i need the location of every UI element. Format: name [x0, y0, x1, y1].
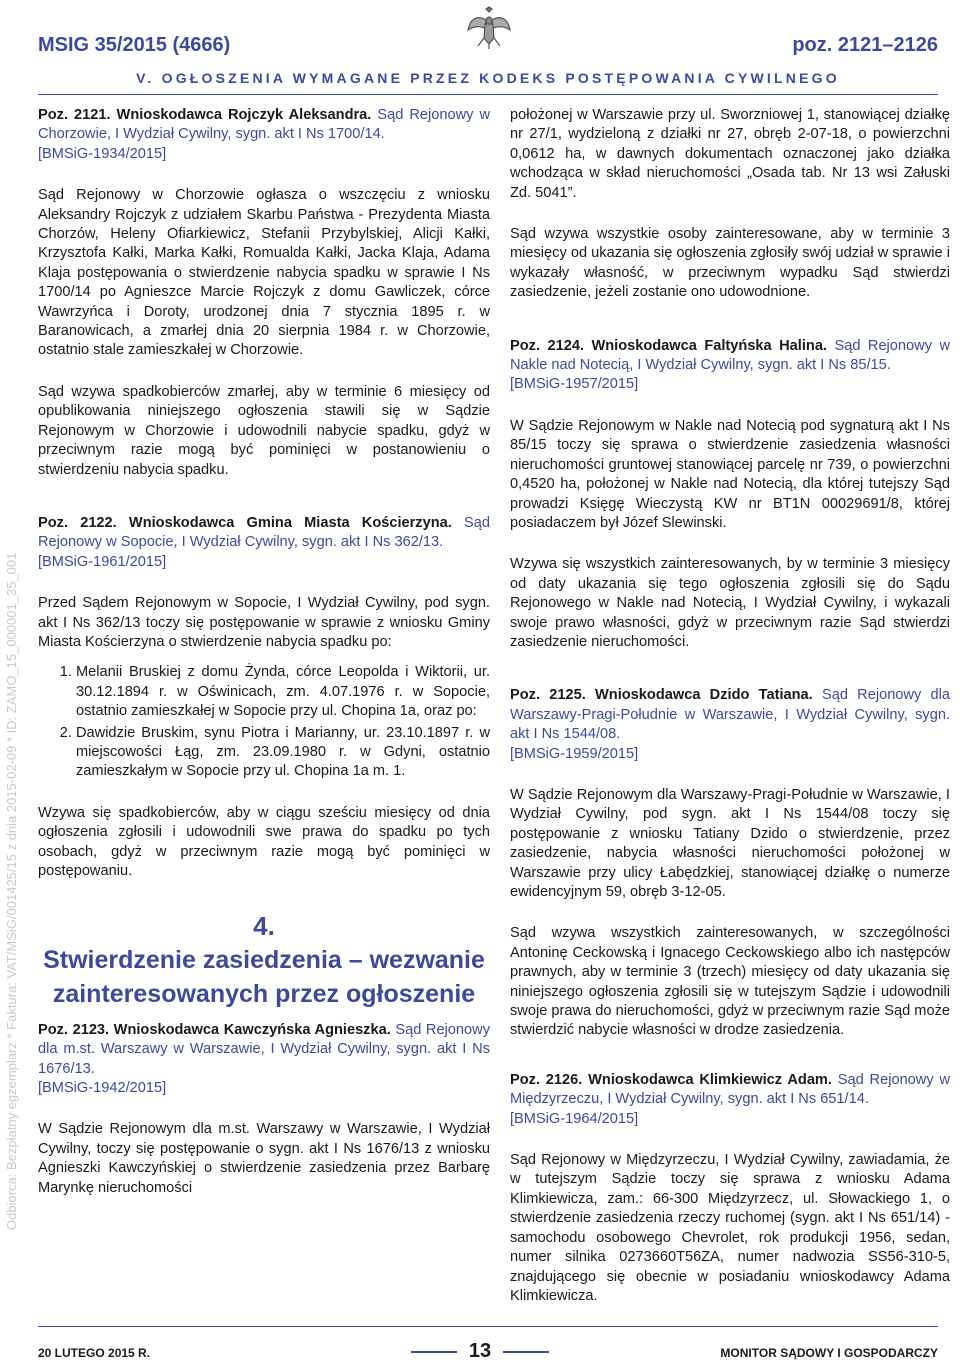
notice-paragraph: Sąd wzywa wszystkie osoby zainteresowane, aby w terminie 3 miesięcy od ukazania się ogłoszenia zgłosiły swój udział w sprawie i wykazały własność, w przeciwnym wypadku Sąd stwierdzi zasiedzenie, jeżeli zostanie ono udowodnione.	[510, 226, 950, 301]
notice-title: Poz. 2126. Wnioskodawca Klimkiewicz Adam.	[510, 1071, 832, 1088]
notice-court: Sąd Rejonowy w Międzyrzeczu, I Wydział Cywilny, sygn. akt I Ns 651/14.	[510, 1071, 950, 1108]
notice-2124-heading	[510, 337, 950, 395]
notice-paragraph: Wzywa się spadkobierców, aby w ciągu sześciu miesięcy od dnia ogłoszenia zgłosili i udowodnili swe prawa do spadku po tych osobach, gdyż w przeciwnym razie mogą być pominięci w postępowaniu.	[38, 804, 490, 879]
footer-date: 20 LUTEGO 2015 R.	[38, 1346, 151, 1360]
page-number: 13	[468, 1340, 492, 1362]
notice-paragraph: W Sądzie Rejonowym w Nakle nad Notecią pod sygnaturą akt I Ns 85/15 toczy się sprawa o stwierdzenie zasiedzenia własności nieruchomości gruntowej stanowiącej parcelę nr 739, o powierzchni 0,4520 ha, położonej w Nakle nad Notecią, dla której tutejszy Sąd prowadzi Księgę Wieczystą KW nr BT1N 00029691/8, której posiadaczem był Józef Slewinski.	[510, 417, 950, 531]
notice-2126-heading	[510, 1071, 950, 1129]
list-item: 1. Melanii Bruskiej z domu Żynda, córce Leopolda i Wiktorii, ur. 30.12.1894 r. w Oświnicach, zm. 4.07.1976 r. w Sopocie, ostatnio zamieszkałej w Sopocie przy ul. Chopina 1a, oraz po:	[76, 663, 490, 721]
notice-paragraph: Przed Sądem Rejonowym w Sopocie, I Wydział Cywilny, pod sygn. akt I Ns 362/13 toczy się postępowanie w sprawie z wniosku Gminy Miasta Kościerzyna o stwierdzenie nabycia spadku po:	[38, 595, 490, 650]
notice-ref: [BMSiG-1957/2015]	[510, 376, 639, 393]
notice-paragraph: Sąd wzywa spadkobierców zmarłej, aby w terminie 6 miesięcy od opublikowania niniejszego ogłoszenia stawili się w Sądzie Rejonowym w Chorzowie i udowodnili nabycie spadku, gdyż w przeciwnym razie mogą być pominięci w postanowieniu o stwierdzeniu nabycia spadku.	[38, 383, 490, 478]
notice-ref: [BMSiG-1942/2015]	[38, 1080, 167, 1097]
header-divider	[38, 94, 938, 95]
page-dash-right	[503, 1351, 549, 1353]
watermark-sidebar: Odbiorca: Bezpłatny egzemplarz * Faktura: VAT/MSiG/001425/15 z dnia 2015-02-09 * ID: ZAMO_15_000001_35_001	[4, 552, 19, 1230]
notice-2123-heading	[38, 1021, 490, 1099]
notice-title: Poz. 2122. Wnioskodawca Gmina Miasta Kościerzyna.	[38, 514, 452, 531]
notice-ref: [BMSiG-1959/2015]	[510, 745, 639, 762]
notice-paragraph: W Sądzie Rejonowym dla Warszawy-Pragi-Południe w Warszawie, I Wydział Cywilny, pod sygn. akt I Ns 1544/08 toczy się postępowanie z wniosku Tatiany Dzido o stwierdzenie, przez zasiedzenie, nabycia własności nieruchomości położonej w Warszawie przy ulicy Łabędzkiej, stanowiącej działkę o numerze ewidencyjnym 59, obręb 3-12-05.	[510, 786, 950, 900]
notice-court: Sąd Rejonowy dla m.st. Warszawy w Warszawie, I Wydział Cywilny, sygn. akt I Ns 1676/13.	[38, 1021, 490, 1077]
page-dash-left	[411, 1351, 457, 1353]
notice-ref: [BMSiG-1961/2015]	[38, 553, 167, 570]
notice-title: Poz. 2121. Wnioskodawca Rojczyk Aleksandra.	[38, 107, 372, 123]
notice-title: Poz. 2125. Wnioskodawca Dzido Tatiana.	[510, 687, 813, 704]
list-item: 2. Dawidzie Bruskim, synu Piotra i Marianny, ur. 23.10.1897 r. w miejscowości Łąg, zm. 23.09.1980 r. w Gdyni, ostatnio zamieszkałym w Sopocie przy ul. Chopina 1a m. 1.	[76, 724, 490, 782]
issue-header: MSIG 35/2015 (4666)	[38, 34, 231, 56]
heirs-list	[38, 663, 490, 781]
notice-court: Sąd Rejonowy dla Warszawy-Pragi-Południe w Warszawie, I Wydział Cywilny, sygn. akt I Ns 1544/08.	[510, 687, 950, 743]
notice-title: Poz. 2124. Wnioskodawca Faltyńska Halina.	[510, 337, 827, 354]
notice-court: Sąd Rejonowy w Chorzowie, I Wydział Cywilny, sygn. akt I Ns 1700/14.	[38, 107, 490, 143]
notice-2121-heading	[38, 106, 490, 164]
notice-paragraph: Sąd Rejonowy w Międzyrzeczu, I Wydział Cywilny, zawiadamia, że w tutejszym Sądzie toczy się sprawa z wniosku Adama Klimkiewicza, zam.: 66-300 Międzyrzecz, ul. Słowackiego 1, o stwierdzenie zasiedzenia rzeczy ruchomej (sygn. akt I Ns 651/14) - samochodu osobowego Chevrolet, rok produkcji 1956, sedan, numer silnika 0273660T56ZA, numer nadwozia SS56-310-5, znajdującego się obecnie w posiadaniu wnioskodawcy Adama Klimkiewicza.	[510, 1152, 950, 1304]
notice-court: Sąd Rejonowy w Nakle nad Notecią, I Wydział Cywilny, sygn. akt I Ns 85/15.	[510, 337, 950, 374]
notice-title: Poz. 2123. Wnioskodawca Kawczyńska Agnieszka.	[38, 1021, 391, 1038]
notice-paragraph: Sąd Rejonowy w Chorzowie ogłasza o wszczęciu z wniosku Aleksandry Rojczyk z udziałem Skarbu Państwa - Prezydenta Miasta Chorzów, Heleny Ofiarkiewicz, Stefanii Przybylskiej, Alicji Kałki, Krzysztofa Kałki, Marka Kałki, Romualda Kałki, Jacka Klaja, Adama Klaja postępowania o stwierdzenie nabycia spadku w sprawie I Ns 1700/14 po Agnieszce Marcie Rojczyk z domu Gawliczek, córce Wawrzyńca i Doroty, urodzonej dnia 7 stycznia 1895 r. w Baranowicach, a zmarłej dnia 20 sierpnia 1984 r. w Chorzowie, ostatnio stale zamieszkałej w Chorzowie.	[38, 187, 490, 359]
eagle-emblem-icon	[466, 6, 512, 50]
chapter-title: Stwierdzenie zasiedzenia – wezwanie zainteresowanych przez ogłoszenie	[43, 945, 485, 1008]
positions-header: poz. 2121–2126	[792, 34, 938, 56]
notice-paragraph: Wzywa się wszystkich zainteresowanych, by w terminie 3 miesięcy od daty ukazania się tego ogłoszenia zgłosili się do Sądu Rejonowego w Nakle nad Notecią, I Wydział Cywilny, i wykazali swoje prawo własności, gdyż w przeciwnym razie Sąd stwierdzi zasiedzenie nieruchomości.	[510, 556, 950, 650]
notice-paragraph: W Sądzie Rejonowym dla m.st. Warszawy w Warszawie, I Wydział Cywilny, toczy się postępowanie o sygn. akt I Ns 1676/13 z wniosku Agnieszki Kawczyńskiej o stwierdzenie zasiedzenia przez Barbarę Marynkę nieruchomości	[38, 1121, 490, 1196]
notice-paragraph: położonej w Warszawie przy ul. Sworzniowej 1, stanowiącej działkę nr 27/1, wydzieloną z działki nr 27, obręb 2-07-18, o powierzchni 0,0612 ha, w dawnych dokumentach oznaczonej jako działka wchodząca w skład nieruchomości „Osada tab. Nr 13 wsi Załuski Zd. 5041”.	[510, 107, 950, 201]
notice-2125-heading	[510, 686, 950, 764]
notice-ref: [BMSiG-1964/2015]	[510, 1110, 639, 1127]
notice-ref: [BMSiG-1934/2015]	[38, 145, 167, 162]
section-title: V. OGŁOSZENIA WYMAGANE PRZEZ KODEKS POSTĘPOWANIA CYWILNEGO	[136, 70, 840, 86]
right-column	[510, 106, 950, 1317]
left-column	[38, 106, 490, 1209]
footer-publication: MONITOR SĄDOWY I GOSPODARCZY	[720, 1346, 938, 1360]
notice-court: Sąd Rejonowy w Sopocie, I Wydział Cywilny, sygn. akt I Ns 362/13.	[38, 514, 490, 551]
footer-divider	[38, 1326, 938, 1327]
chapter-number: 4.	[253, 911, 275, 942]
notice-2122-heading	[38, 514, 490, 572]
notice-paragraph: Sąd wzywa wszystkich zainteresowanych, w szczególności Antoninę Ceckowską i Ignacego Ceckowskiego albo ich następców prawnych, aby w terminie 3 (trzech) miesięcy od daty ukazania się niniejszego ogłoszenia zgłosili się w tutejszym Sądzie i udowodnili swoje prawa do nieruchomości, gdyż w przeciwnym razie Sąd może stwierdzić nabycie własności w drodze zasiedzenia.	[510, 925, 950, 1039]
